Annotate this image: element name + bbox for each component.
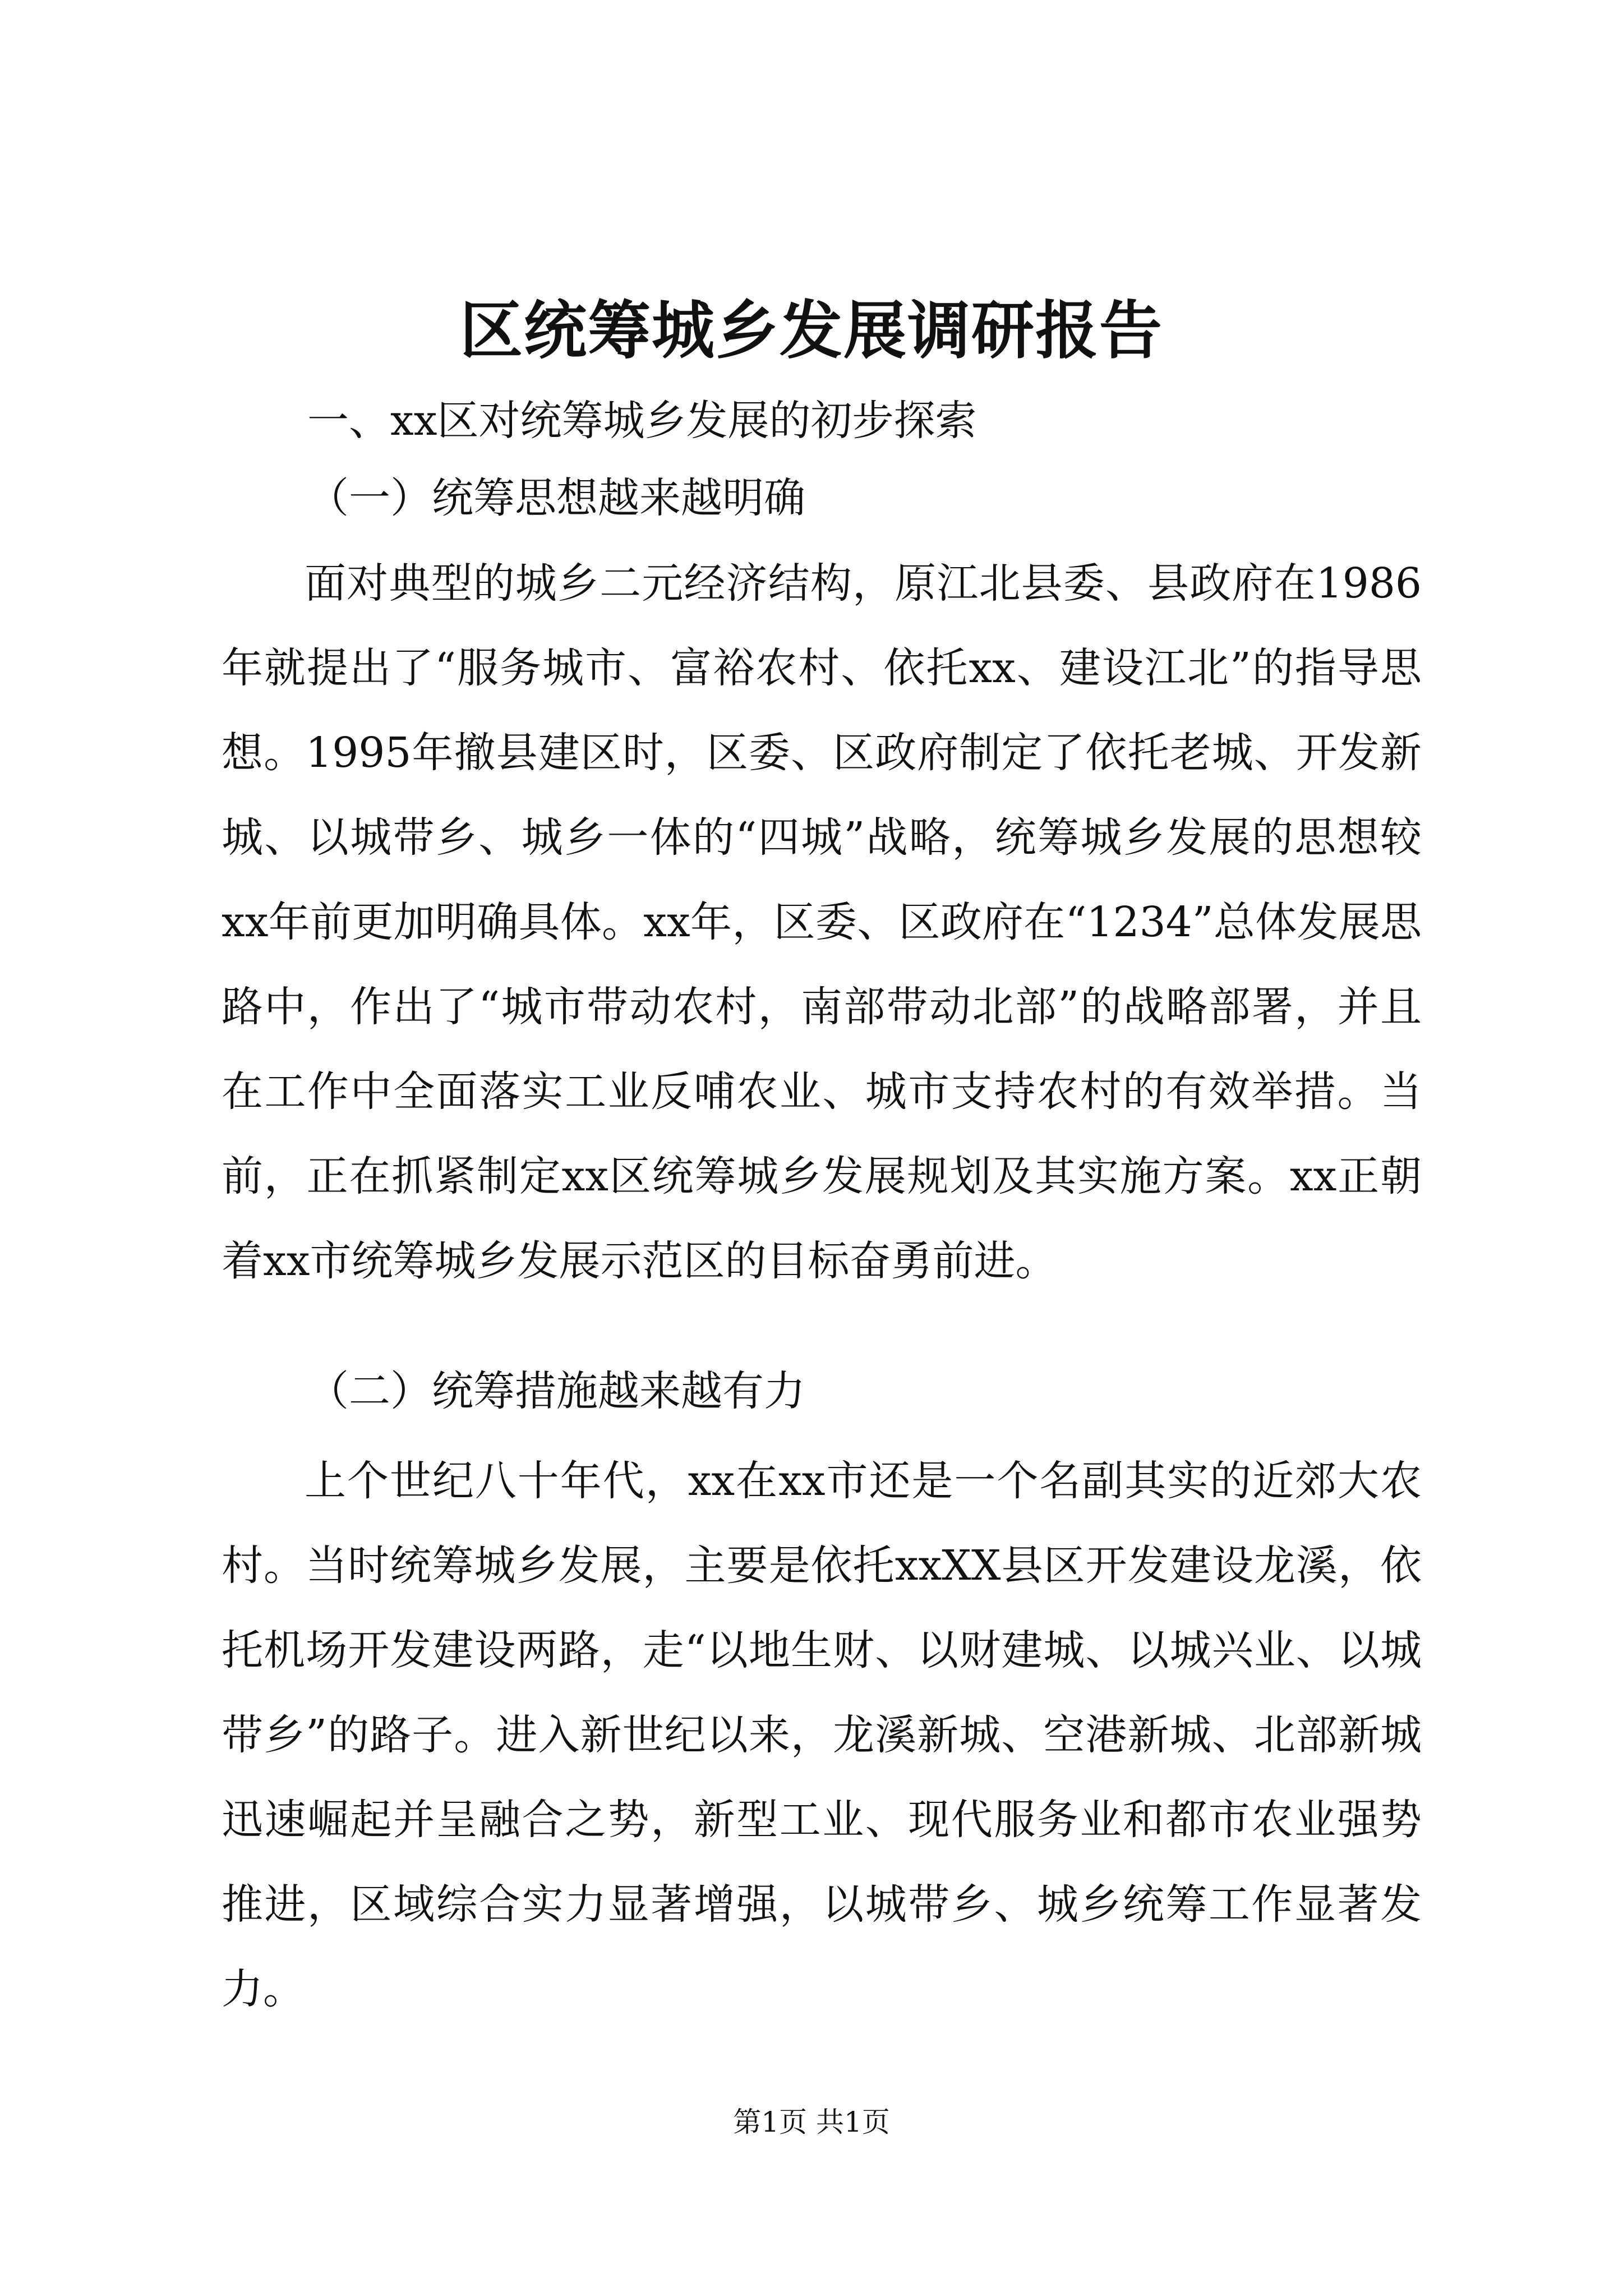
section-heading: 一、xx区对统筹城乡发展的初步探索 [307,397,977,445]
subsection-heading-1: （一）统筹思想越来越明确 [307,474,805,522]
paragraph-2: 上个世纪八十年代，xx在xx市还是一个名副其实的近郊大农村。当时统筹城乡发展，主要是依托xxXX县区开发建设龙溪，依托机场开发建设两路，走“以地生财、以财建城、以城兴业、以城带乡”的路子。进入新世纪以来，龙溪新城、空港新城、北部新城迅速崛起并呈融合之势，新型工业、现代服务业和都市农业强势推进，区域综合实力显著增强，以城带乡、城乡统筹工作显著发力。 [222,1457,1422,2013]
document-title: 区统筹城乡发展调研报告 [460,294,1163,367]
subsection-heading-2: （二）统筹措施越来越有力 [307,1367,805,1415]
page-number-footer: 第1页 共1页 [733,2106,890,2138]
paragraph-1: 面对典型的城乡二元经济结构，原江北县委、县政府在1986年就提出了“服务城市、富裕农村、依托xx、建设江北”的指导思想。1995年撤县建区时，区委、区政府制定了依托老城、开发新城、以城带乡、城乡一体的“四城”战略，统筹城乡发展的思想较xx年前更加明确具体。xx年，区委、区政府在“1234”总体发展思路中，作出了“城市带动农村，南部带动北部”的战略部署，并且在工作中全面落实工业反哺农业、城市支持农村的有效举措。当前，正在抓紧制定xx区统筹城乡发展规划及其实施方案。xx正朝着xx市统筹城乡发展示范区的目标奋勇前进。 [222,559,1422,1285]
